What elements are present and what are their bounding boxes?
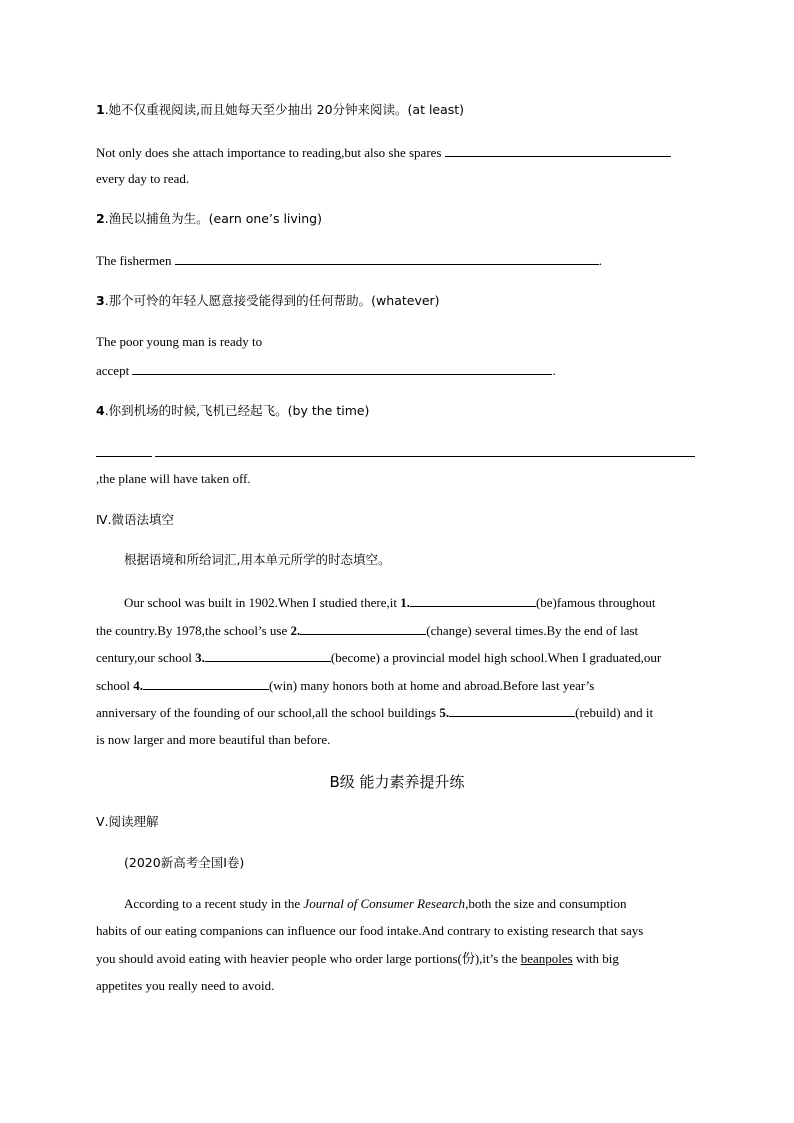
q3-line1: The poor young man is ready to bbox=[96, 334, 263, 349]
q3-prompt: 3.那个可怜的年轻人愿意接受能得到的任何帮助。(whatever) bbox=[96, 293, 440, 308]
q2-prompt: 2.渔民以捕鱼为生。(earn one’s living) bbox=[96, 211, 322, 226]
grammar-blank-3[interactable] bbox=[205, 648, 331, 662]
q1-line1: Not only does she attach importance to reading,but also she spares bbox=[96, 143, 671, 162]
section4-instruction: 根据语境和所给词汇,用本单元所学的时态填空。 bbox=[124, 552, 391, 567]
reading-line-2: habits of our eating companions can influence our food intake.And contrary to existing research that says bbox=[96, 923, 644, 938]
journal-title: Journal of Consumer Research bbox=[303, 896, 466, 911]
grammar-blank-5[interactable] bbox=[449, 703, 575, 717]
q2-answer-blank[interactable] bbox=[175, 251, 599, 265]
q4-line1 bbox=[96, 443, 695, 462]
grammar-blank-4[interactable] bbox=[143, 676, 269, 690]
q3-answer-blank[interactable] bbox=[132, 361, 552, 375]
level-b-heading: B级 能力素养提升练 bbox=[329, 773, 465, 791]
grammar-line-1: Our school was built in 1902.When I studied there,it 1. (be)famous throughout bbox=[124, 595, 656, 610]
grammar-line-4: school 4. (win) many honors both at home and abroad.Before last year’s bbox=[96, 678, 595, 693]
grammar-blank-1[interactable] bbox=[410, 593, 536, 607]
q4-prompt: 4.你到机场的时候,飞机已经起飞。(by the time) bbox=[96, 403, 370, 418]
grammar-line-5: anniversary of the founding of our school,all the school buildings 5. (rebuild) and it bbox=[96, 705, 654, 720]
q1-prompt: 1.她不仅重视阅读,而且她每天至少抽出 20分钟来阅读。(at least) bbox=[96, 102, 465, 117]
section5-source: (2020新高考全国Ⅰ卷) bbox=[124, 855, 245, 870]
q4-answer-blank-b[interactable] bbox=[155, 443, 695, 457]
grammar-line-6: is now larger and more beautiful than before. bbox=[96, 732, 331, 747]
underlined-word: beanpoles bbox=[520, 951, 573, 966]
reading-line-4: appetites you really need to avoid. bbox=[96, 978, 275, 993]
q3-line2: accept . bbox=[96, 363, 556, 378]
grammar-line-2: the country.By 1978,the school’s use 2. (change) several times.By the end of last bbox=[96, 623, 639, 638]
q4-line2: ,the plane will have taken off. bbox=[96, 471, 251, 486]
q2-line1: The fishermen . bbox=[96, 253, 602, 268]
reading-line-1: According to a recent study in the Journal of Consumer Research,both the size and consumption bbox=[124, 896, 627, 911]
q1-answer-blank[interactable] bbox=[445, 143, 671, 157]
q1-line2: every day to read. bbox=[96, 171, 190, 186]
reading-line-3: you should avoid eating with heavier people who order large portions(份),it’s the beanpoles with big bbox=[96, 951, 619, 966]
grammar-blank-2[interactable] bbox=[300, 621, 426, 635]
q4-answer-blank-a[interactable] bbox=[96, 443, 152, 457]
section5-title: Ⅴ.阅读理解 bbox=[96, 814, 159, 829]
grammar-line-3: century,our school 3. (become) a provincial model high school.When I graduated,our bbox=[96, 650, 662, 665]
section4-title: Ⅳ.微语法填空 bbox=[96, 512, 175, 527]
